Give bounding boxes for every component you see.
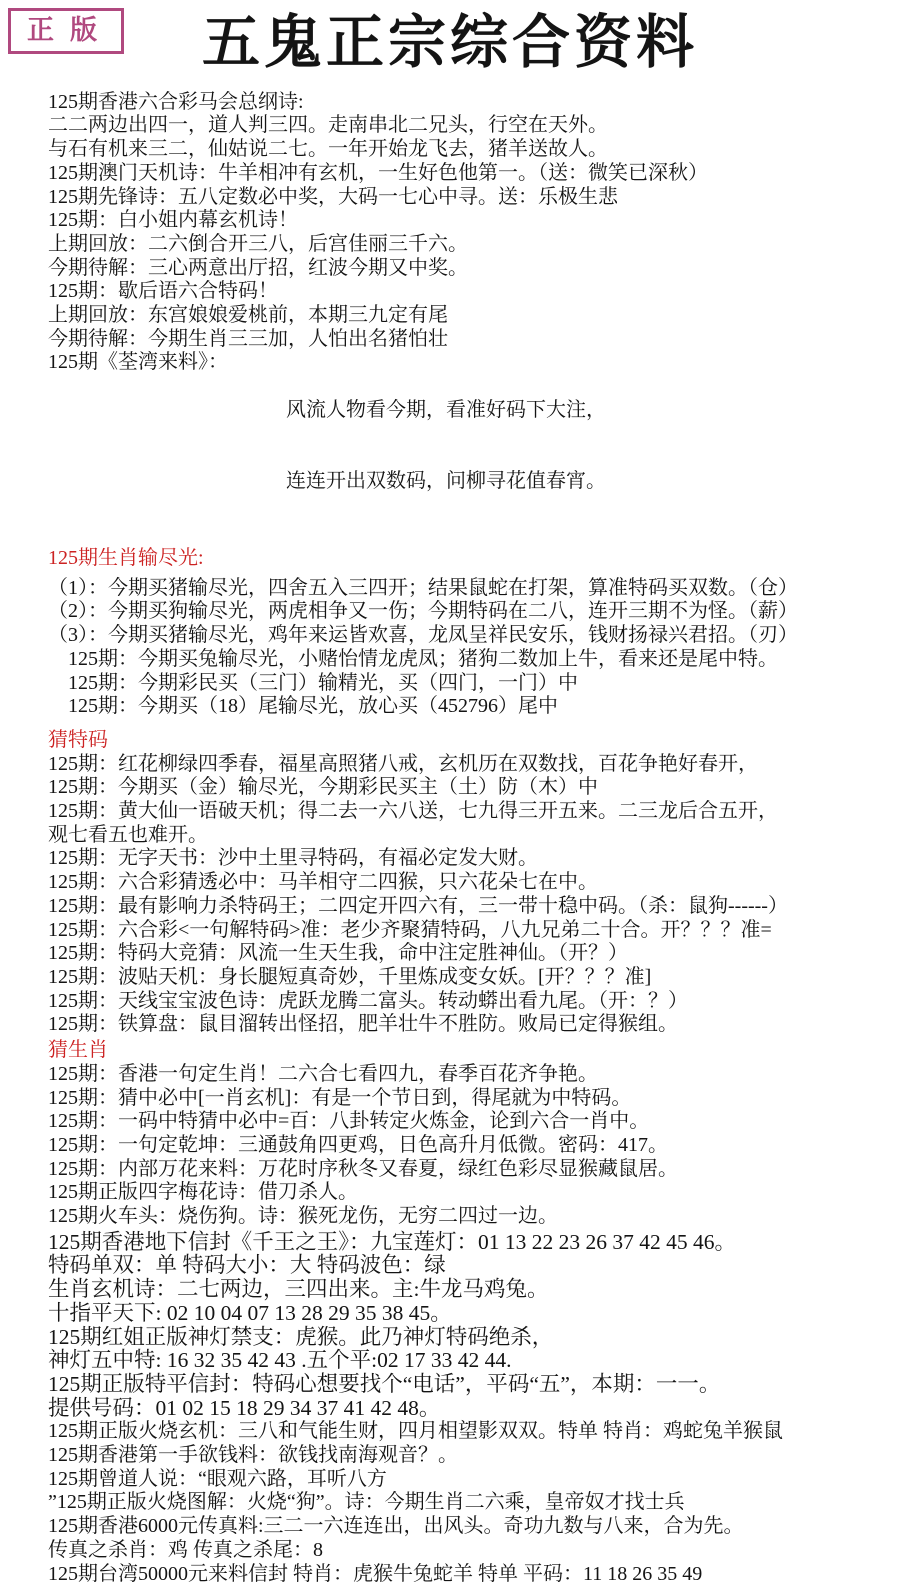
text-line: 125期：最有影响力杀特码王；二四定开四六有，三一带十稳中码。（杀：鼠狗------）	[48, 894, 788, 917]
text-line: 125期：猜中必中[一肖玄机]：有是一个节日到，得尾就为中特码。	[48, 1086, 632, 1109]
text-line: 125期：一码中特猜中必中=百：八卦转定火炼金，论到六合一肖中。	[48, 1110, 650, 1133]
text-line: 神灯五中特: 16 32 35 42 43 .五个平:02 17 33 42 44.	[48, 1348, 512, 1373]
text-line: 二二两边出四一，道人判三四。走南串北二兄头，行空在天外。	[48, 114, 608, 137]
text-line: 十指平天下: 02 10 04 07 13 28 29 35 38 45。	[48, 1300, 452, 1325]
text-line: 特码单双：单 特码大小：大 特码波色：绿	[48, 1253, 446, 1278]
body-lines	[48, 547, 896, 1586]
text-line: 125期：波贴天机：身长腿短真奇妙，千里炼成变女妖。[开？？？准]	[48, 966, 652, 988]
text-line: 上期回放：二六倒合开三八，后宫佳丽三千六。	[48, 232, 468, 255]
text-line: （3）：今期买猪输尽光，鸡年来运皆欢喜，龙凤呈祥民安乐，钱财扬禄兴君招。（刃）	[48, 624, 798, 647]
text-line: 125期台湾50000元来料信封 特肖：虎猴牛兔蛇羊 特单 平码：11 18 26 35 49	[48, 1562, 703, 1585]
text-line: 125期：特码大竞猜：风流一生天生我，命中注定胜神仙。（开？）	[48, 942, 628, 965]
text-line: 125期：今期彩民买（三门）输精光，买（四门，一门）中	[68, 671, 578, 694]
text-line: 125期香港第一手欲钱料：欲钱找南海观音？。	[48, 1444, 458, 1467]
text-line: 125期：香港一句定生肖！二六合七看四九，春季百花齐争艳。	[48, 1062, 598, 1085]
text-line: 125期：一句定乾坤：三通鼓角四更鸡，日色高升月低微。密码：417。	[48, 1133, 668, 1156]
text-line: 125期澳门天机诗：牛羊相冲有玄机，一生好色他第一。（送：微笑已深秋）	[48, 161, 708, 184]
text-line: 125期正版特平信封：特码心想要找个“电话”，平码“五”，本期：一一。	[48, 1371, 721, 1396]
text-line: 125期生肖输尽光:	[48, 547, 204, 570]
text-line: 传真之杀肖：鸡 传真之杀尾：8	[48, 1538, 323, 1561]
text-line: 125期香港地下信封《千王之王》：九宝莲灯：01 13 22 23 26 37 42 45 46。	[48, 1229, 737, 1254]
text-line: 125期红姐正版神灯禁支：虎猴。此乃神灯特码绝杀，	[48, 1324, 554, 1349]
text-line: 猜特码	[48, 728, 108, 751]
text-line: 生肖玄机诗：二七两边，三四出来。主:牛龙马鸡兔。	[48, 1277, 549, 1302]
text-line: 今期待解：今期生肖三三加，人怕出名猪怕壮	[48, 327, 448, 350]
intro-lines	[48, 91, 896, 352]
text-line: 125期香港六合彩马会总纲诗:	[48, 90, 304, 113]
text-line: 与石有机来三二，仙姑说二七。一年开始龙飞去，猪羊送故人。	[48, 138, 608, 161]
text-line: 125期：今期买兔输尽光，小赌怡情龙虎凤；猪狗二数加上牛，看来还是尾中特。	[68, 647, 778, 670]
authentic-badge: 正版	[8, 8, 124, 54]
poem-line: 连连开出双数码，问柳寻花值春宵。	[286, 469, 606, 492]
poem-line: 风流人物看今期，看准好码下大注，	[286, 398, 606, 421]
text-line: 125期：内部万花来料：万花时序秋冬又春夏，绿红色彩尽显猴藏鼠居。	[48, 1157, 678, 1180]
text-line: 125期：红花柳绿四季春，福星高照猪八戒，玄机历在双数找，百花争艳好春开，	[48, 752, 758, 775]
text-line: 125期正版四字梅花诗：借刀杀人。	[48, 1181, 358, 1204]
text-line: 125期：歇后语六合特码！	[48, 280, 278, 303]
text-line: 今期待解：三心两意出厅招，红波今期又中奖。	[48, 256, 468, 279]
text-line: （1）：今期买猪输尽光，四舍五入三四开；结果鼠蛇在打架，算准特码买双数。（仓）	[48, 576, 798, 599]
text-line: 125期：铁算盘：鼠目溜转出怪招，肥羊壮牛不胜防。败局已定得猴组。	[48, 1013, 678, 1036]
text-line: 125期：六合彩<一句解特码>准：老少齐聚猜特码，八九兄弟二十合。开？？？准=	[48, 918, 772, 941]
text-line: 125期：今期买（18）尾输尽光，放心买（452796）尾中	[68, 695, 558, 718]
text-line: 125期曾道人说：“眼观六路，耳听八方	[48, 1467, 387, 1490]
lailiao-poem	[286, 351, 606, 541]
text-line: 上期回放：东宫娘娘爱桃前，本期三九定有尾	[48, 304, 448, 327]
text-line: 125期火车头：烧伤狗。诗：猴死龙伤，无穷二四过一边。	[48, 1205, 558, 1228]
text-line: 125期先锋诗：五八定数必中奖，大码一七心中寻。送：乐极生悲	[48, 185, 618, 208]
text-line: 125期：今期买（金）输尽光，今期彩民买主（土）防（木）中	[48, 776, 598, 799]
text-line: 125期：六合彩猜透必中：马羊相守二四猴，只六花朵七在中。	[48, 871, 598, 894]
text-line: 125期：天线宝宝波色诗：虎跃龙腾二富头。转动蟒出看九尾。（开：？）	[48, 989, 688, 1012]
text-line: 观七看五也难开。	[48, 823, 208, 846]
text-line: 125期：黄大仙一语破天机；得二去一六八送，七九得三开五来。二三龙后合五开，	[48, 800, 778, 823]
text-line: 125期：无字天书：沙中土里寻特码，有福必定发大财。	[48, 847, 538, 870]
text-line: （2）：今期买狗输尽光，两虎相争又一伤；今期特码在二八，连开三期不为怪。（薪）	[48, 600, 798, 623]
text-line: 125期香港6000元传真料:三二一六连连出，出风头。奇功九数与八来，合为先。	[48, 1515, 744, 1538]
text-line: 125期：白小姐内幕玄机诗！	[48, 209, 298, 232]
text-line: 提供号码：01 02 15 18 29 34 37 41 42 48。	[48, 1395, 441, 1420]
text-line: 猜生肖	[48, 1039, 108, 1062]
text-line: 125期正版火烧玄机：三八和气能生财，四月相望影双双。特单 特肖：鸡蛇兔羊猴鼠	[48, 1420, 783, 1443]
lailiao-label: 125期《荃湾来料》：	[48, 351, 228, 374]
document-body	[0, 77, 900, 1586]
lailiao-line	[48, 351, 896, 541]
text-line: ”125期正版火烧图解：火烧“狗”。诗：今期生肖二六乘，皇帝奴才找士兵	[48, 1491, 685, 1514]
page-title: 五鬼正宗综合资料	[201, 10, 698, 75]
